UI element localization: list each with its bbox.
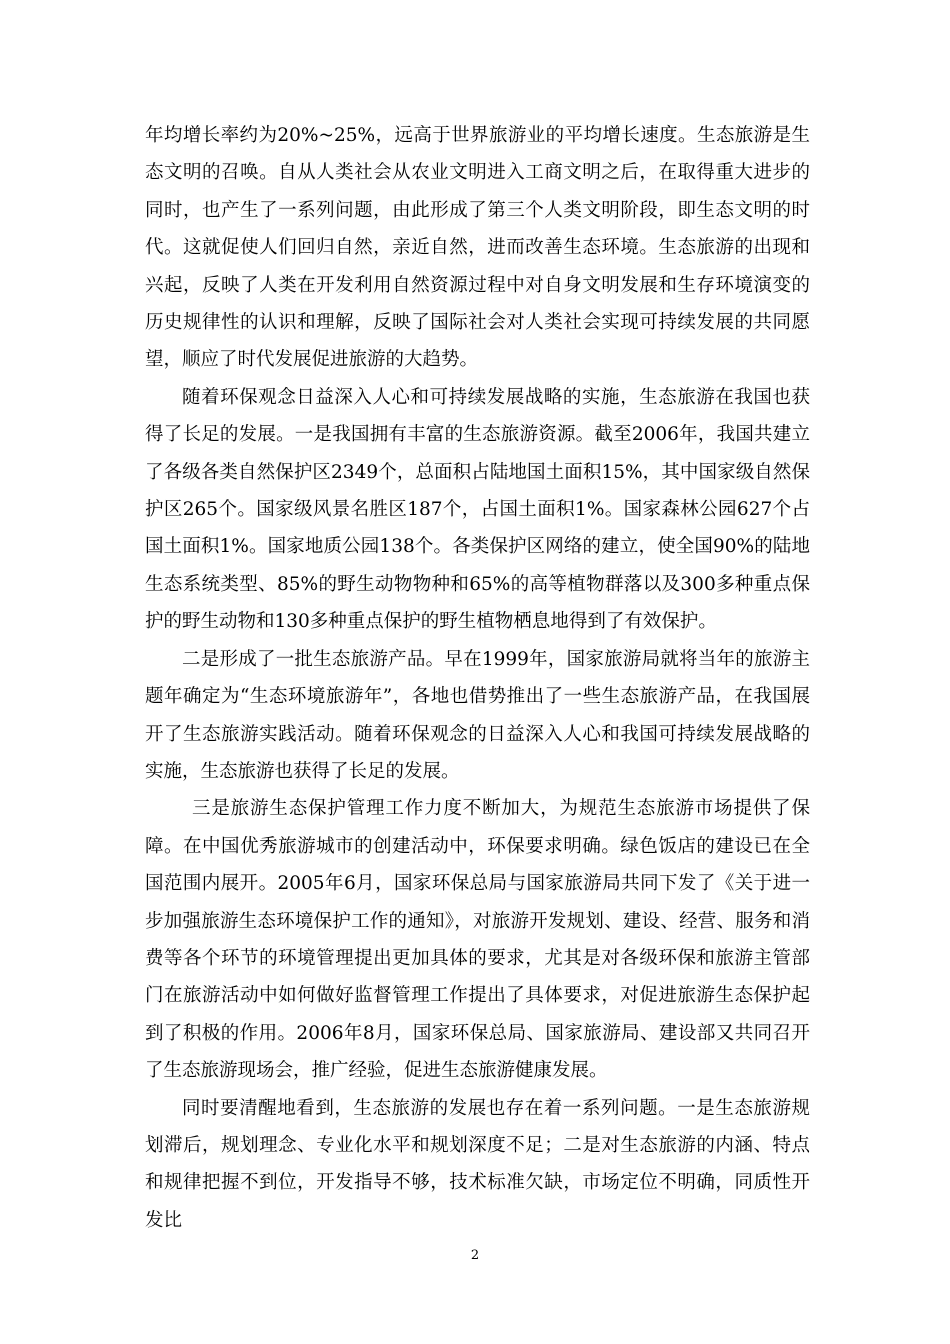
body-text — [145, 117, 810, 1239]
paragraph-2: 随着环保观念日益深入人心和可持续发展战略的实施，生态旅游在我国也获得了长足的发展。一是我国拥有丰富的生态旅游资源。截至2006年，我国共建立了各级各类自然保护区2349个，总面积占陆地国土面积15%，其中国家级自然保护区265个。国家级风景名胜区187个，占国土面积1%。国家森林公园627个占国土面积1%。国家地质公园138个。各类保护区网络的建立，使全国90%的陆地生态系统类型、85%的野生动物物种和65%的高等植物群落以及300多种重点保护的野生动物和130多种重点保护的野生植物栖息地得到了有效保护。 — [145, 386, 810, 633]
paragraph-3: 二是形成了一批生态旅游产品。早在1999年，国家旅游局就将当年的旅游主题年确定为“生态环境旅游年”，各地也借势推出了一些生态旅游产品，在我国展开了生态旅游实践活动。随着环保观念的日益深入人心和我国可持续发展战略的实施，生态旅游也获得了长足的发展。 — [145, 648, 810, 782]
paragraph-1: 年均增长率约为20%~25%，远高于世界旅游业的平均增长速度。生态旅游是生态文明的召唤。自从人类社会从农业文明进入工商文明之后，在取得重大进步的同时，也产生了一系列问题，由此形成了第三个人类文明阶段，即生态文明的时代。这就促使人们回归自然，亲近自然，进而改善生态环境。生态旅游的出现和兴起，反映了人类在开发利用自然资源过程中对自身文明发展和生存环境演变的历史规律性的认识和理解，反映了国际社会对人类社会实现可持续发展的共同愿望，顺应了时代发展促进旅游的大趋势。 — [145, 125, 810, 371]
page-number: 2 — [470, 1248, 480, 1263]
paragraph-5: 同时要清醒地看到，生态旅游的发展也存在着一系列问题。一是生态旅游规划滞后，规划理念、专业化水平和规划深度不足；二是对生态旅游的内涵、特点和规律把握不到位，开发指导不够，技术标准欠缺，市场定位不明确，同质性开发比 — [145, 1097, 810, 1231]
paragraph-4: 三是旅游生态保护管理工作力度不断加大，为规范生态旅游市场提供了保障。在中国优秀旅游城市的创建活动中，环保要求明确。绿色饭店的建设已在全国范围内展开。2005年6月，国家环保总局与国家旅游局共同下发了《关于进一步加强旅游生态环境保护工作的通知》，对旅游开发规划、建设、经营、服务和消费等各个环节的环境管理提出更加具体的要求，尤其是对各级环保和旅游主管部门在旅游活动中如何做好监督管理工作提出了具体要求，对促进旅游生态保护起到了积极的作用。2006年8月，国家环保总局、国家旅游局、建设部又共同召开了生态旅游现场会，推广经验，促进生态旅游健康发展。 — [145, 798, 810, 1082]
